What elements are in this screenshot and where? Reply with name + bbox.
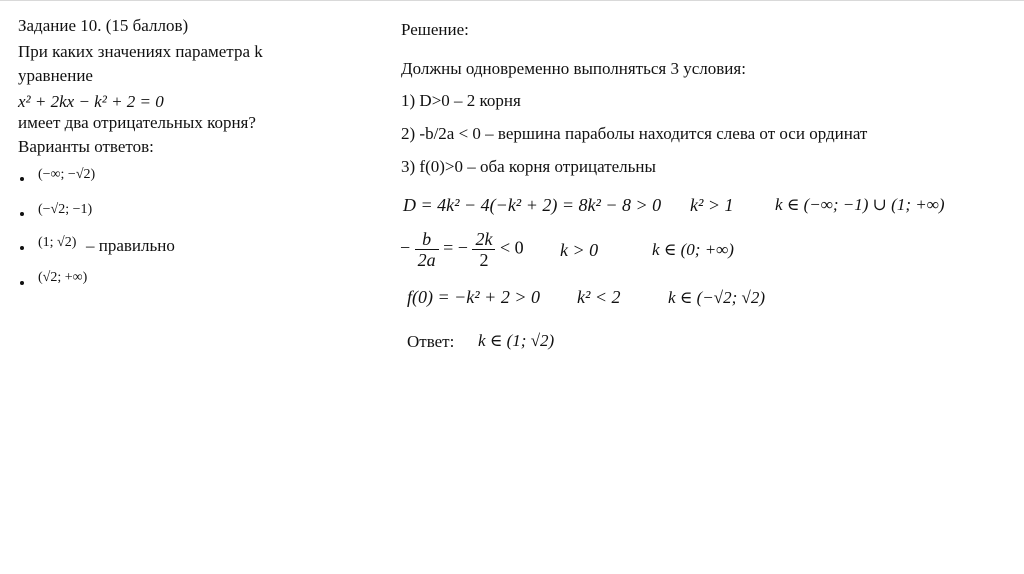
- option-bullet: [20, 177, 24, 181]
- vertex-inequality: [400, 229, 524, 270]
- option-3: (1; √2): [38, 235, 77, 250]
- inequality-tail: < 0: [499, 237, 524, 258]
- row3-inequality: k² < 2: [577, 287, 621, 307]
- row1-inequality: k² > 1: [690, 195, 734, 215]
- fraction-denominator: 2a: [417, 250, 436, 270]
- option-bullet: [20, 212, 24, 216]
- option-1: (−∞; −√2): [38, 167, 96, 182]
- row2-set: k ∈ (0; +∞): [652, 240, 734, 259]
- option-4: (√2; +∞): [38, 270, 88, 285]
- option-bullet: [20, 281, 24, 285]
- fraction-2k-over-2: [472, 229, 495, 270]
- option-bullet: [20, 246, 24, 250]
- task-options-label: Варианты ответов:: [18, 137, 154, 156]
- row1-set: k ∈ (−∞; −1) ∪ (1; +∞): [775, 195, 945, 214]
- condition-2: 2) -b/2a < 0 – вершина параболы находится слева от оси ординат: [401, 124, 868, 143]
- fraction-numerator: b: [415, 229, 439, 250]
- task-question-line1: При каких значениях параметра k: [18, 42, 263, 61]
- fraction-b-over-2a: [415, 229, 439, 270]
- fraction-numerator: 2k: [472, 229, 495, 250]
- condition-1: 1) D>0 – 2 корня: [401, 91, 521, 110]
- option-2: (−√2; −1): [38, 202, 93, 217]
- row2-inequality: k > 0: [560, 240, 599, 260]
- task-question-line3: имеет два отрицательных корня?: [18, 113, 256, 132]
- condition-3: 3) f(0)>0 – оба корня отрицательны: [401, 157, 656, 176]
- task-question-line2: уравнение: [18, 66, 93, 85]
- task-equation: x² + 2kx − k² + 2 = 0: [18, 92, 164, 111]
- option-3-note: – правильно: [86, 236, 175, 255]
- f0-formula: f(0) = −k² + 2 > 0: [407, 287, 540, 307]
- answer-label: Ответ:: [407, 332, 455, 351]
- solution-title: Решение:: [401, 20, 469, 39]
- equals-sign: = −: [443, 237, 468, 258]
- answer-value: k ∈ (1; √2): [478, 331, 555, 350]
- solution-intro: Должны одновременно выполняться 3 условия:: [401, 59, 746, 78]
- fraction-denominator: 2: [479, 250, 489, 270]
- discriminant-formula: D = 4k² − 4(−k² + 2) = 8k² − 8 > 0: [403, 195, 662, 215]
- task-title: Задание 10. (15 баллов): [18, 16, 189, 35]
- minus-sign: −: [400, 237, 411, 258]
- row3-set: k ∈ (−√2; √2): [668, 288, 765, 307]
- top-divider: [0, 0, 1024, 1]
